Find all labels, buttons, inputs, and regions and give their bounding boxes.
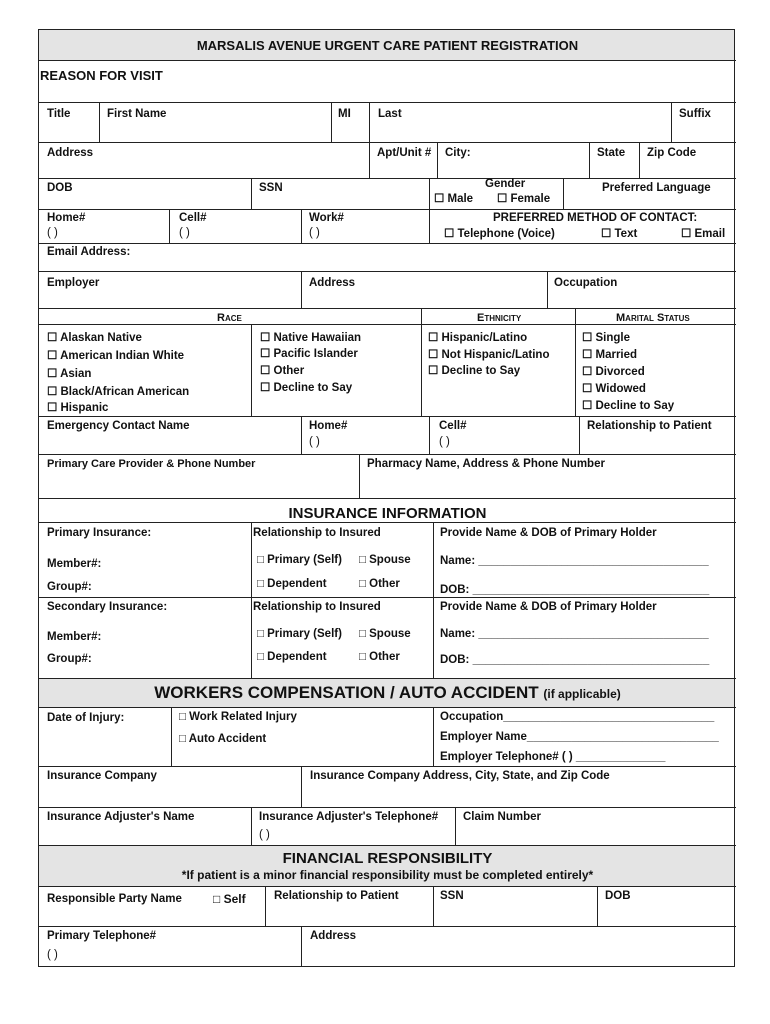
insurance-header: INSURANCE INFORMATION	[288, 505, 487, 522]
state-label: State	[597, 147, 626, 159]
ethnicity-decline-checkbox[interactable]: ☐ Decline to Say	[428, 365, 521, 377]
marital-widowed-checkbox[interactable]: ☐ Widowed	[582, 383, 646, 395]
adjuster-telephone-label: Insurance Adjuster's Telephone#	[259, 811, 439, 823]
contact-text-checkbox[interactable]: ☐ Text	[601, 228, 638, 240]
ethnicity-hispanic-checkbox[interactable]: ☐ Hispanic/Latino	[428, 332, 528, 344]
gender-label: Gender	[485, 178, 526, 190]
ethnicity-not-hispanic-checkbox[interactable]: ☐ Not Hispanic/Latino	[428, 349, 550, 361]
marital-status-header: Marital Status	[616, 312, 690, 324]
zip-label: Zip Code	[647, 147, 697, 159]
registration-form	[38, 29, 735, 967]
wc-occupation-field[interactable]: Occupation_________________________________	[440, 711, 715, 723]
primary-telephone-paren: ( )	[47, 949, 58, 961]
adjuster-telephone-paren: ( )	[259, 829, 270, 841]
apt-label: Apt/Unit #	[377, 147, 432, 159]
title-label: Title	[47, 108, 71, 120]
cell-phone-label: Cell#	[179, 212, 207, 224]
primary-telephone-label: Primary Telephone#	[47, 930, 157, 942]
secondary-holder-name-field[interactable]: Name: ____________________________________	[440, 628, 709, 640]
responsible-address-label: Address	[310, 930, 357, 942]
secondary-relationship-label: Relationship to Insured	[253, 601, 381, 613]
secondary-group-label: Group#:	[47, 653, 92, 665]
contact-method-label: PREFERRED METHOD OF CONTACT:	[493, 212, 698, 224]
marital-decline-checkbox[interactable]: ☐ Decline to Say	[582, 400, 675, 412]
workers-comp-note: (if applicable)	[543, 687, 621, 701]
primary-member-label: Member#:	[47, 558, 102, 570]
work-phone-paren: ( )	[309, 227, 320, 239]
responsible-relationship-label: Relationship to Patient	[274, 890, 399, 902]
form-title: MARSALIS AVENUE URGENT CARE PATIENT REGISTRATION	[196, 38, 579, 53]
home-phone-label: Home#	[47, 212, 86, 224]
financial-header: FINANCIAL RESPONSIBILITY	[282, 850, 493, 867]
primary-other-checkbox[interactable]: □ Other	[359, 578, 400, 590]
auto-accident-checkbox[interactable]: □ Auto Accident	[179, 733, 267, 745]
emergency-home-paren: ( )	[309, 436, 320, 448]
secondary-spouse-checkbox[interactable]: □ Spouse	[359, 628, 411, 640]
occupation-label: Occupation	[554, 277, 618, 289]
pharmacy-label: Pharmacy Name, Address & Phone Number	[367, 458, 605, 470]
responsible-dob-label: DOB	[605, 890, 631, 902]
suffix-label: Suffix	[679, 108, 711, 120]
primary-insurance-label: Primary Insurance:	[47, 527, 152, 539]
pcp-label: Primary Care Provider & Phone Number	[47, 458, 256, 470]
race-other-checkbox[interactable]: ☐ Other	[260, 365, 305, 377]
secondary-holder-label: Provide Name & DOB of Primary Holder	[440, 601, 657, 613]
claim-number-label: Claim Number	[463, 811, 541, 823]
mi-label: MI	[338, 108, 351, 120]
insurance-company-address-label: Insurance Company Address, City, State, and Zip Code	[310, 770, 610, 782]
email-address-label: Email Address:	[47, 246, 131, 258]
secondary-dependent-checkbox[interactable]: □ Dependent	[257, 651, 327, 663]
address-label: Address	[47, 147, 94, 159]
home-phone-paren: ( )	[47, 227, 58, 239]
wc-employer-telephone-field[interactable]: Employer Telephone# ( ) ______________	[440, 751, 666, 763]
employer-address-label: Address	[309, 277, 356, 289]
contact-telephone-checkbox[interactable]: ☐ Telephone (Voice)	[444, 228, 555, 240]
responsible-party-label: Responsible Party Name	[47, 893, 182, 905]
secondary-insurance-label: Secondary Insurance:	[47, 601, 168, 613]
emergency-relationship-label: Relationship to Patient	[587, 420, 712, 432]
gender-male-checkbox[interactable]: ☐ Male	[434, 193, 474, 205]
race-native-hawaiian-checkbox[interactable]: ☐ Native Hawaiian	[260, 332, 362, 344]
last-name-label: Last	[378, 108, 402, 120]
secondary-member-label: Member#:	[47, 631, 102, 643]
employer-label: Employer	[47, 277, 100, 289]
ssn-label: SSN	[259, 182, 283, 194]
dob-label: DOB	[47, 182, 73, 194]
primary-spouse-checkbox[interactable]: □ Spouse	[359, 554, 411, 566]
secondary-self-checkbox[interactable]: □ Primary (Self)	[257, 628, 342, 640]
race-alaskan-checkbox[interactable]: ☐ Alaskan Native	[47, 332, 142, 344]
primary-self-checkbox[interactable]: □ Primary (Self)	[257, 554, 342, 566]
race-pacific-islander-checkbox[interactable]: ☐ Pacific Islander	[260, 348, 358, 360]
contact-email-checkbox[interactable]: ☐ Email	[681, 228, 726, 240]
insurance-company-label: Insurance Company	[47, 770, 157, 782]
primary-holder-label: Provide Name & DOB of Primary Holder	[440, 527, 657, 539]
race-asian-checkbox[interactable]: ☐ Asian	[47, 368, 92, 380]
race-hispanic-checkbox[interactable]: ☐ Hispanic	[47, 402, 109, 414]
gender-female-checkbox[interactable]: ☐ Female	[497, 193, 551, 205]
primary-dependent-checkbox[interactable]: □ Dependent	[257, 578, 327, 590]
marital-single-checkbox[interactable]: ☐ Single	[582, 332, 631, 344]
responsible-self-checkbox[interactable]: □ Self	[213, 892, 246, 906]
adjuster-name-label: Insurance Adjuster's Name	[47, 811, 195, 823]
marital-divorced-checkbox[interactable]: ☐ Divorced	[582, 366, 645, 378]
primary-holder-name-field[interactable]: Name: ____________________________________	[440, 555, 709, 567]
financial-note: *If patient is a minor financial responsibility must be completed entirely*	[181, 868, 594, 882]
emergency-cell-paren: ( )	[439, 436, 450, 448]
primary-holder-dob-field[interactable]: DOB: _____________________________________	[440, 584, 710, 596]
preferred-language-label: Preferred Language	[602, 182, 711, 194]
emergency-contact-label: Emergency Contact Name	[47, 420, 190, 432]
reason-for-visit-label: REASON FOR VISIT	[40, 68, 163, 83]
race-american-indian-checkbox[interactable]: ☐ American Indian White	[47, 350, 185, 362]
emergency-home-label: Home#	[309, 420, 348, 432]
first-name-label: First Name	[107, 108, 167, 120]
city-label: City:	[445, 147, 471, 159]
work-phone-label: Work#	[309, 212, 344, 224]
emergency-cell-label: Cell#	[439, 420, 467, 432]
date-of-injury-label: Date of Injury:	[47, 712, 125, 724]
race-decline-checkbox[interactable]: ☐ Decline to Say	[260, 382, 353, 394]
primary-group-label: Group#:	[47, 581, 92, 593]
workers-comp-header	[39, 683, 736, 704]
workers-comp-title: WORKERS COMPENSATION / AUTO ACCIDENT	[154, 683, 539, 702]
marital-married-checkbox[interactable]: ☐ Married	[582, 349, 638, 361]
secondary-holder-dob-field[interactable]: DOB: _____________________________________	[440, 654, 710, 666]
responsible-ssn-label: SSN	[440, 890, 464, 902]
secondary-other-checkbox[interactable]: □ Other	[359, 651, 400, 663]
primary-relationship-label: Relationship to Insured	[253, 527, 381, 539]
cell-phone-paren: ( )	[179, 227, 190, 239]
ethnicity-header: Ethnicity	[477, 312, 522, 324]
work-injury-checkbox[interactable]: □ Work Related Injury	[179, 711, 297, 723]
wc-employer-name-field[interactable]: Employer Name______________________________	[440, 731, 719, 743]
race-black-checkbox[interactable]: ☐ Black/African American	[47, 386, 190, 398]
race-header: Race	[217, 312, 242, 324]
